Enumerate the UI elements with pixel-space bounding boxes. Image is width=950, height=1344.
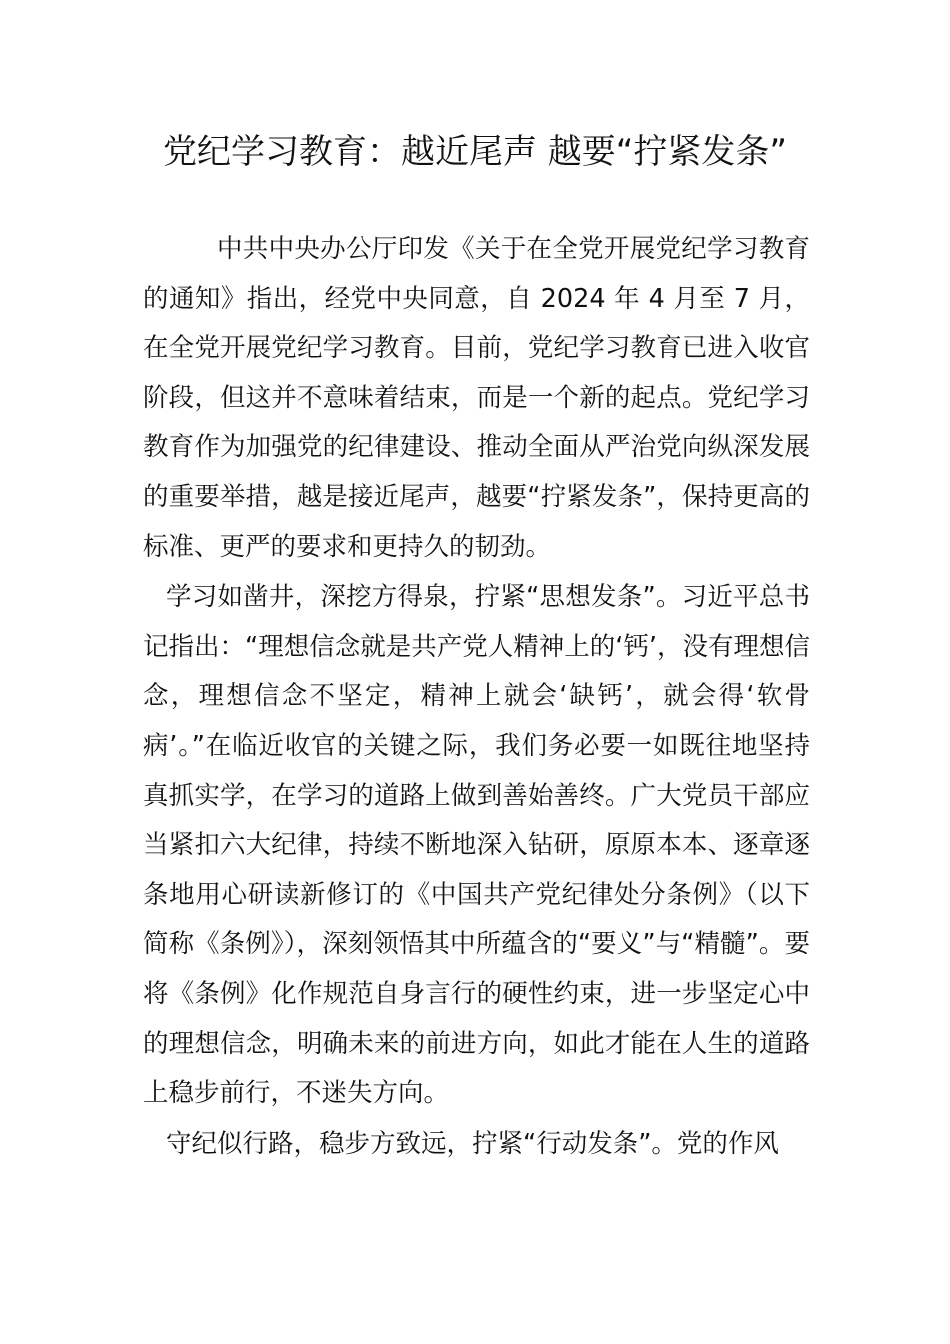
paragraph: 学习如凿井，深挖方得泉，拧紧“思想发条”。习近平总书记指出：“理想信念就是共产党人精神上的‘钙’，没有理想信念，理想信念不坚定，精神上就会‘缺钙’，就会得‘软骨病’。”在临近收官的关键之际，我们务必要一如既往地坚持真抓实学，在学习的道路上做到善始善终。广大党员干部应当紧扣六大纪律，持续不断地深入钻研，原原本本、逐章逐条地用心研读新修订的《中国共产党纪律处分条例》（以下简称《条例》），深刻领悟其中所蕴含的“要义”与“精髓”。要将《条例》化作规范自身言行的硬性约束，进一步坚定心中的理想信念，明确未来的前进方向，如此才能在人生的道路上稳步前行，不迷失方向。: [143, 582, 810, 1109]
paragraph: 中共中央办公厅印发《关于在全党开展党纪学习教育的通知》指出，经党中央同意，自 2024 年 4 月至 7 月，在全党开展党纪学习教育。目前，党纪学习教育已进入收官阶段，但这并不意味着结束，而是一个新的起点。党纪学习教育作为加强党的纪律建设、推动全面从严治党向纵深发展的重要举措，越是接近尾声，越要“拧紧发条”，保持更高的标准、更严的要求和更持久的韧劲。: [143, 234, 810, 562]
document-title: 党纪学习教育：越近尾声 越要“拧紧发条”: [162, 132, 788, 172]
document-body: [143, 225, 810, 1169]
paragraph: 守纪似行路，稳步方致远，拧紧“行动发条”。党的作风: [166, 1128, 779, 1159]
